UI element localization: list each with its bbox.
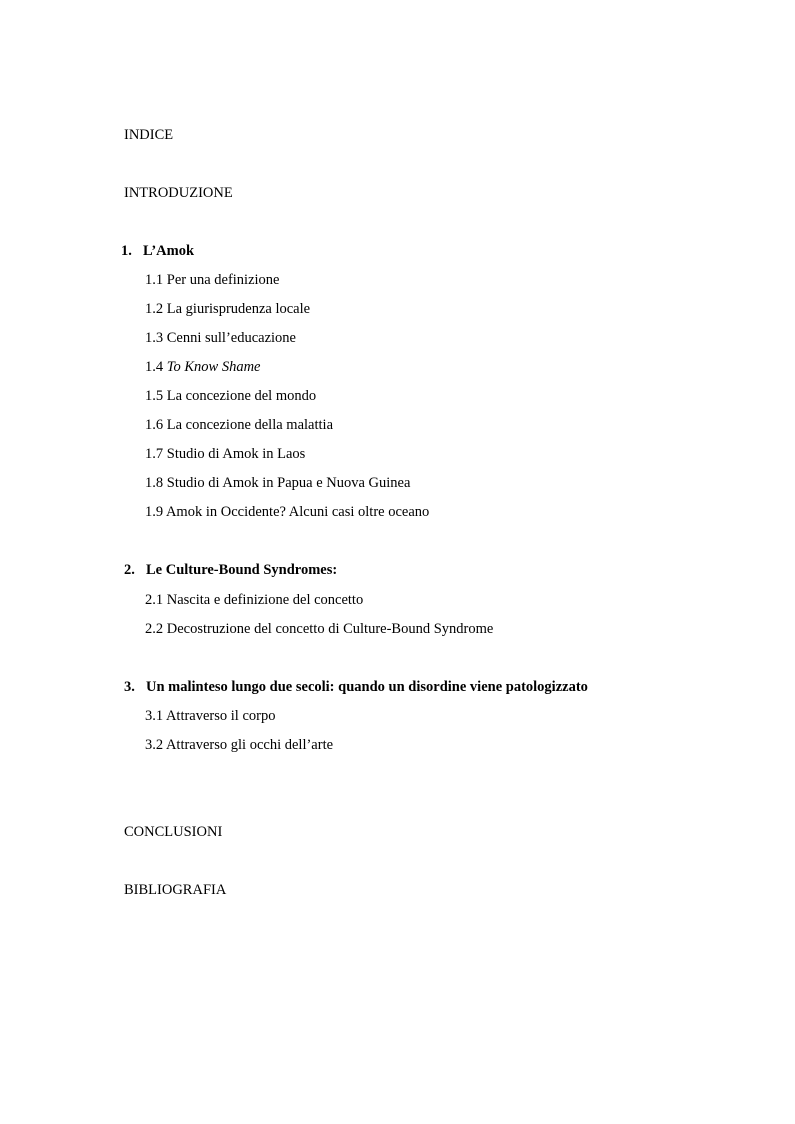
section-number: 1.3 (145, 330, 164, 346)
section-title: La concezione della malattia (166, 417, 334, 433)
section-title: Amok in Occidente? Alcuni casi oltre oceano (165, 504, 430, 520)
section-title: Attraverso gli occhi dell’arte (165, 737, 334, 753)
toc-section (145, 736, 333, 754)
section-number: 1.2 (145, 301, 164, 317)
toc-chapter-1 (121, 242, 194, 260)
section-title: La concezione del mondo (166, 388, 317, 404)
chapter-number: 2. (124, 562, 135, 578)
section-title: Studio di Amok in Laos (166, 446, 306, 462)
chapter-title: Un malinteso lungo due secoli: quando un disordine viene patologizzato (146, 679, 588, 695)
toc-section (145, 707, 275, 725)
section-number: 1.8 (145, 475, 164, 491)
toc-section (145, 416, 333, 434)
toc-chapter-2 (124, 561, 337, 579)
chapter-title: Le Culture-Bound Syndromes: (146, 562, 338, 578)
section-title: La giurisprudenza locale (166, 301, 311, 317)
section-number: 3.1 (145, 708, 164, 724)
toc-section (145, 271, 280, 289)
section-number: 1.9 (145, 504, 164, 520)
chapter-number: 3. (124, 679, 135, 695)
section-number: 1.1 (145, 272, 164, 288)
section-number: 1.7 (145, 446, 164, 462)
section-title: Per una definizione (166, 272, 280, 288)
chapter-number: 1. (121, 243, 132, 259)
toc-section (145, 620, 493, 638)
toc-bibliography: BIBLIOGRAFIA (124, 882, 227, 898)
section-number: 1.4 (145, 359, 164, 375)
chapter-title: L’Amok (143, 243, 195, 259)
toc-conclusions: CONCLUSIONI (124, 824, 223, 840)
toc-section (145, 387, 316, 405)
section-title: Attraverso il corpo (165, 708, 276, 724)
toc-section (145, 591, 363, 609)
section-number: 2.1 (145, 592, 164, 608)
toc-introduction: INTRODUZIONE (124, 185, 233, 201)
toc-section (145, 358, 260, 376)
section-title: Studio di Amok in Papua e Nuova Guinea (166, 475, 411, 491)
section-title: Nascita e definizione del concetto (166, 592, 364, 608)
toc-section (145, 329, 296, 347)
toc-chapter-3 (124, 678, 588, 696)
section-title: Decostruzione del concetto di Culture-Bound Syndrome (166, 621, 494, 637)
section-number: 2.2 (145, 621, 164, 637)
section-title: Cenni sull’educazione (166, 330, 296, 346)
toc-section (145, 503, 429, 521)
section-number: 3.2 (145, 737, 164, 753)
toc-section (145, 445, 305, 463)
index-heading: INDICE (124, 127, 174, 143)
section-number: 1.5 (145, 388, 164, 404)
toc-section (145, 300, 310, 318)
section-number: 1.6 (145, 417, 164, 433)
section-title: To Know Shame (166, 359, 261, 375)
toc-section (145, 474, 410, 492)
